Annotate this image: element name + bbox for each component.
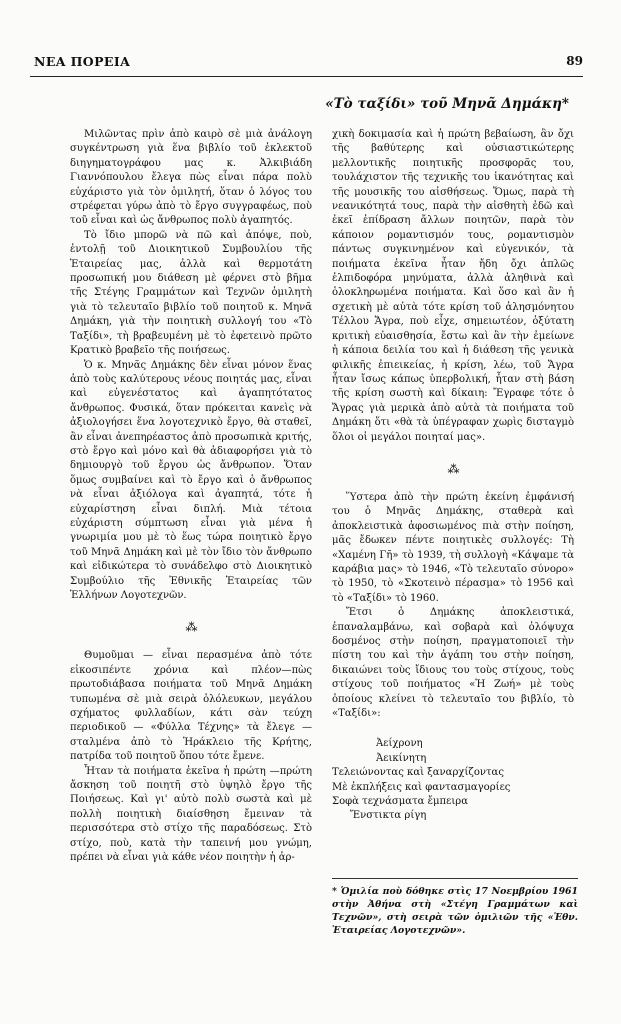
section-separator: ⁂ xyxy=(185,620,197,635)
poem-line: Τελειώνοντας καὶ ξαναρχίζοντας xyxy=(332,767,504,779)
poem-line: Ἀείχρονη xyxy=(376,738,423,750)
page-number: 89 xyxy=(566,54,583,68)
paragraph: Θυμοῦμαι — εἶναι περασμένα ἀπὸ τότε εἰκοσιπέντε χρόνια καὶ πλέον—πὼς πρωτοδιάβασα ποιήματα τοῦ Μηνᾶ Δημάκη τυπωμένα σὲ μιὰ σειρὰ ὁλόλευκων, μεγάλου σχήματος φυλλαδίων, κάτι σὰν τεύχη περιοδικοῦ — «Φύλλα Τέχνης» τὰ ἔλεγε — σταλμένα ἀπὸ τὸ Ἡράκλειο τῆς Κρήτης, πατρίδα τοῦ ποιητοῦ ὅπου τότε ἔμενε. xyxy=(70,650,312,763)
section-separator: ⁂ xyxy=(447,461,459,476)
article-title: «Τὸ ταξίδι» τοῦ Μηνᾶ Δημάκη* xyxy=(325,96,569,112)
paragraph: Ὁ κ. Μηνᾶς Δημάκης δὲν εἶναι μόνον ἕνας ἀπὸ τοὺς καλύτερους νέους ποιητάς μας, εἶναι καὶ εὐγενέστατος καὶ ἀγαπητότατος ἄνθρωπος. Φυσικά, ὅταν πρόκειται κανεὶς νὰ ἀξιολογήσει ἕνα λογοτεχνικὸ ἔργο, θὰ σταθεῖ, ἂν εἶναι ἀνεπηρέαστος ἀπὸ προσωπικὰ κριτής, στὸ ἔργο καὶ μόνο καὶ θὰ ἀδιαφορήσει γιὰ τὸ δημιουργὸ τοῦ ἔργου ὡς ἄνθρωπον. Ὅταν ὅμως συμβαίνει καὶ τὸ ἔργο καὶ ὁ ἄνθρωπος νὰ εἶναι ἀξιόλογα καὶ ἀγαπητά, τότε ἡ εὐχαρίστηση εἶναι διπλή. Μιὰ τέτοια εὐχάριστη σύμπτωση εἶναι γιὰ μένα ἡ γνωριμία μου μὲ τὸ ἕως τώρα ποιητικὸ ἔργο τοῦ Μηνᾶ Δημάκη καὶ μὲ τὸν ἴδιο τὸν ἄνθρωπο καὶ εἰδικώτερα τὸ συνάδελφο στὸ Διοικητικὸ Συμβούλιο τῆς Ἐθνικῆς Ἑταιρείας τῶν Ἑλλήνων Λογοτεχνῶν. xyxy=(70,359,312,601)
poem-line: Ἔνστικτα ρίγη xyxy=(350,810,427,822)
poem-line: Ἀεικίνητη xyxy=(376,752,427,764)
journal-title: ΝΕΑ ΠΟΡΕΙΑ xyxy=(34,54,131,69)
paragraph-continuation: χικὴ δοκιμασία καὶ ἡ πρώτη βεβαίωση, ἂν ὄχι τῆς βαθύτερης καὶ οὐσιαστικώτερης μελλοντικῆς ποιητικῆς προσφορᾶς του, τουλάχιστον τῆς τεχνικῆς του ἱκανότητας καὶ τῆς μουσικῆς του αἰσθήσεως. Ὅμως, παρὰ τὴ νεανικότητά τους, παρὰ τὴν αἰσθητὴ ἐδῶ καὶ ἐκεῖ ἐπίδραση ἄλλων ποιητῶν, παρὰ τὸν κάποιον ρομαντισμόν τους, ρομαντισμὸν πάντως συγκινημένον καὶ εὐγενικόν, τὰ ποιήματα ἐκεῖνα ἦταν ἤδη ὄχι ἁπλῶς ἐλπιδοφόρα μηνύματα, ἀλλὰ ἀληθινὰ καὶ ὁλοκληρωμένα ποιήματα. Καὶ ὅσο καὶ ἂν ἡ σχετικὴ μὲ αὐτὰ τότε κρίση τοῦ ἀλησμόνητου Τέλλου Ἄγρα, ποὺ εἶχε, σημειωτέον, ὀξύτατη κριτικὴ εὐαισθησία, ἔστω καὶ ἂν τὴν ἐμείωνε ἡ κάποια δειλία του καὶ ἡ διάθεση τῆς γενικὰ φιλικῆς ἐπιεικείας, ἡ κρίση, λέω, τοῦ Ἄγρα ἦταν ἴσως κάπως ὑπερβολική, ἦταν στὴ βάση τῆς κρίση σωστὴ καὶ δίκαιη: Ἔγραφε τότε ὁ Ἄγρας γιὰ μερικὰ ἀπὸ αὐτὰ τὰ ποιήματα τοῦ Δημάκη ὅτι «θὰ τὰ ὑπέγραφαν χωρὶς δισταγμὸ ὅλοι οἱ μεγάλοι ποιηταί μας». xyxy=(332,129,574,443)
running-header xyxy=(30,54,583,77)
paragraph: Τὸ ἴδιο μπορῶ νὰ πῶ καὶ ἀπόψε, ποὺ, ἐντολῇ τοῦ Διοικητικοῦ Συμβουλίου τῆς Ἑταιρείας μας, ἀλλὰ καὶ θερμοτάτη προσωπική μου διάθεση μὲ φέρνει στὸ βῆμα τῆς Στέγης Γραμμάτων καὶ Τεχνῶν ὁμιλητὴ γιὰ τὸ τελευταῖο βιβλίο τοῦ ποιητοῦ κ. Μηνᾶ Δημάκη, γιὰ τὴν ποιητικὴ συλλογή του «Τὸ Ταξίδι», τὴ βραβευμένη μὲ τὸ ἐφετεινὸ πρῶτο Κρατικὸ βραβεῖο τῆς ποιήσεως. xyxy=(70,229,312,357)
poem-line: Σοφὰ τεχνάσματα ἔμπειρα xyxy=(332,796,468,808)
paragraph: Μιλῶντας πρὶν ἀπὸ καιρὸ σὲ μιὰ ἀνάλογη συγκέντρωση γιὰ ἕνα βιβλίο τοῦ ἐκλεκτοῦ διηγηματογράφου μας κ. Ἀλκιβιάδη Γιαννόπουλου ἔλεγα πὼς εἶναι πάρα πολὺ εὐχάριστο γιὰ τὸν ὁμιλητή, ὅταν ὁ λόγος του στρέφεται γύρω ἀπὸ τὸ ἔργο συγγραφέως, ποὺ τοῦ εἶναι καὶ ὡς ἄνθρωπος πολὺ ἀγαπητός. xyxy=(70,129,312,227)
footnote: * Ὁμιλία ποὺ δόθηκε στὶς 17 Νοεμβρίου 1961 στὴν Ἀθήνα στὴ «Στέγη Γραμμάτων καὶ Τεχνῶν», στὴ σειρὰ τῶν ὁμιλιῶν τῆς «Ἐθν. Ἑταιρείας Λογοτεχνῶν». xyxy=(332,878,578,937)
poem-line: Μὲ ἐκπλήξεις καὶ φαντασμαγορίες xyxy=(332,781,511,793)
poem-quote xyxy=(332,737,574,823)
paragraph: Ἔτσι ὁ Δημάκης ἀποκλειστικά, ἐπαναλαμβάνω, καὶ σοβαρὰ καὶ ὁλόψυχα δοσμένος στὴν ποίηση, πραγματοποιεῖ τὴν πίστη του καὶ τὴν ἀγάπη του στὴν ποίηση, δικαιώνει τοὺς ἴδιους του τοὺς στίχους, τοὺς στίχους τοῦ ποιήματος «Ἡ Ζωή» μὲ τοὺς ὁποίους κλείνει τὸ τελευταῖο του βιβλίο, τὸ «Ταξίδι»: xyxy=(332,607,574,720)
left-column xyxy=(70,128,312,866)
right-column xyxy=(332,128,574,824)
paragraph: Ὕστερα ἀπὸ τὴν πρώτη ἐκείνη ἐμφάνισή του ὁ Μηνᾶς Δημάκης, σταθερὰ καὶ ἀποκλειστικὰ ἀφοσιωμένος πιὰ στὴν ποίηση, μᾶς ἔδωκεν πέντε ποιητικὲς συλλογές: Τὴ «Χαμένη Γῆ» τὸ 1939, τὴ συλλογὴ «Κάψαμε τὰ καράβια μας» τὸ 1946, «Τὸ τελευταῖο σύνορο» τὸ 1950, τὸ «Σκοτεινὸ πέρασμα» τὸ 1956 καὶ τὸ «Ταξίδι» τὸ 1960. xyxy=(332,491,574,604)
paragraph: Ἦταν τὰ ποιήματα ἐκεῖνα ἡ πρώτη —πρώτη ἄσκηση τοῦ ποιητῆ στὸ ὑψηλὸ ἔργο τῆς Ποιήσεως. Καὶ γι' αὐτὸ πολὺ σωστὰ καὶ μὲ πολλὴ ποιητικὴ διαίσθηση ἔμειναν τὰ περισσότερα στὸ στίχο τῆς παραδόσεως. Στὸ στίχο, ποὺ, κατὰ τὴν ταπεινή μου γνώμη, πρέπει νὰ εἶναι γιὰ κάθε νέον ποιητὴν ἡ ἀρ- xyxy=(70,765,312,864)
